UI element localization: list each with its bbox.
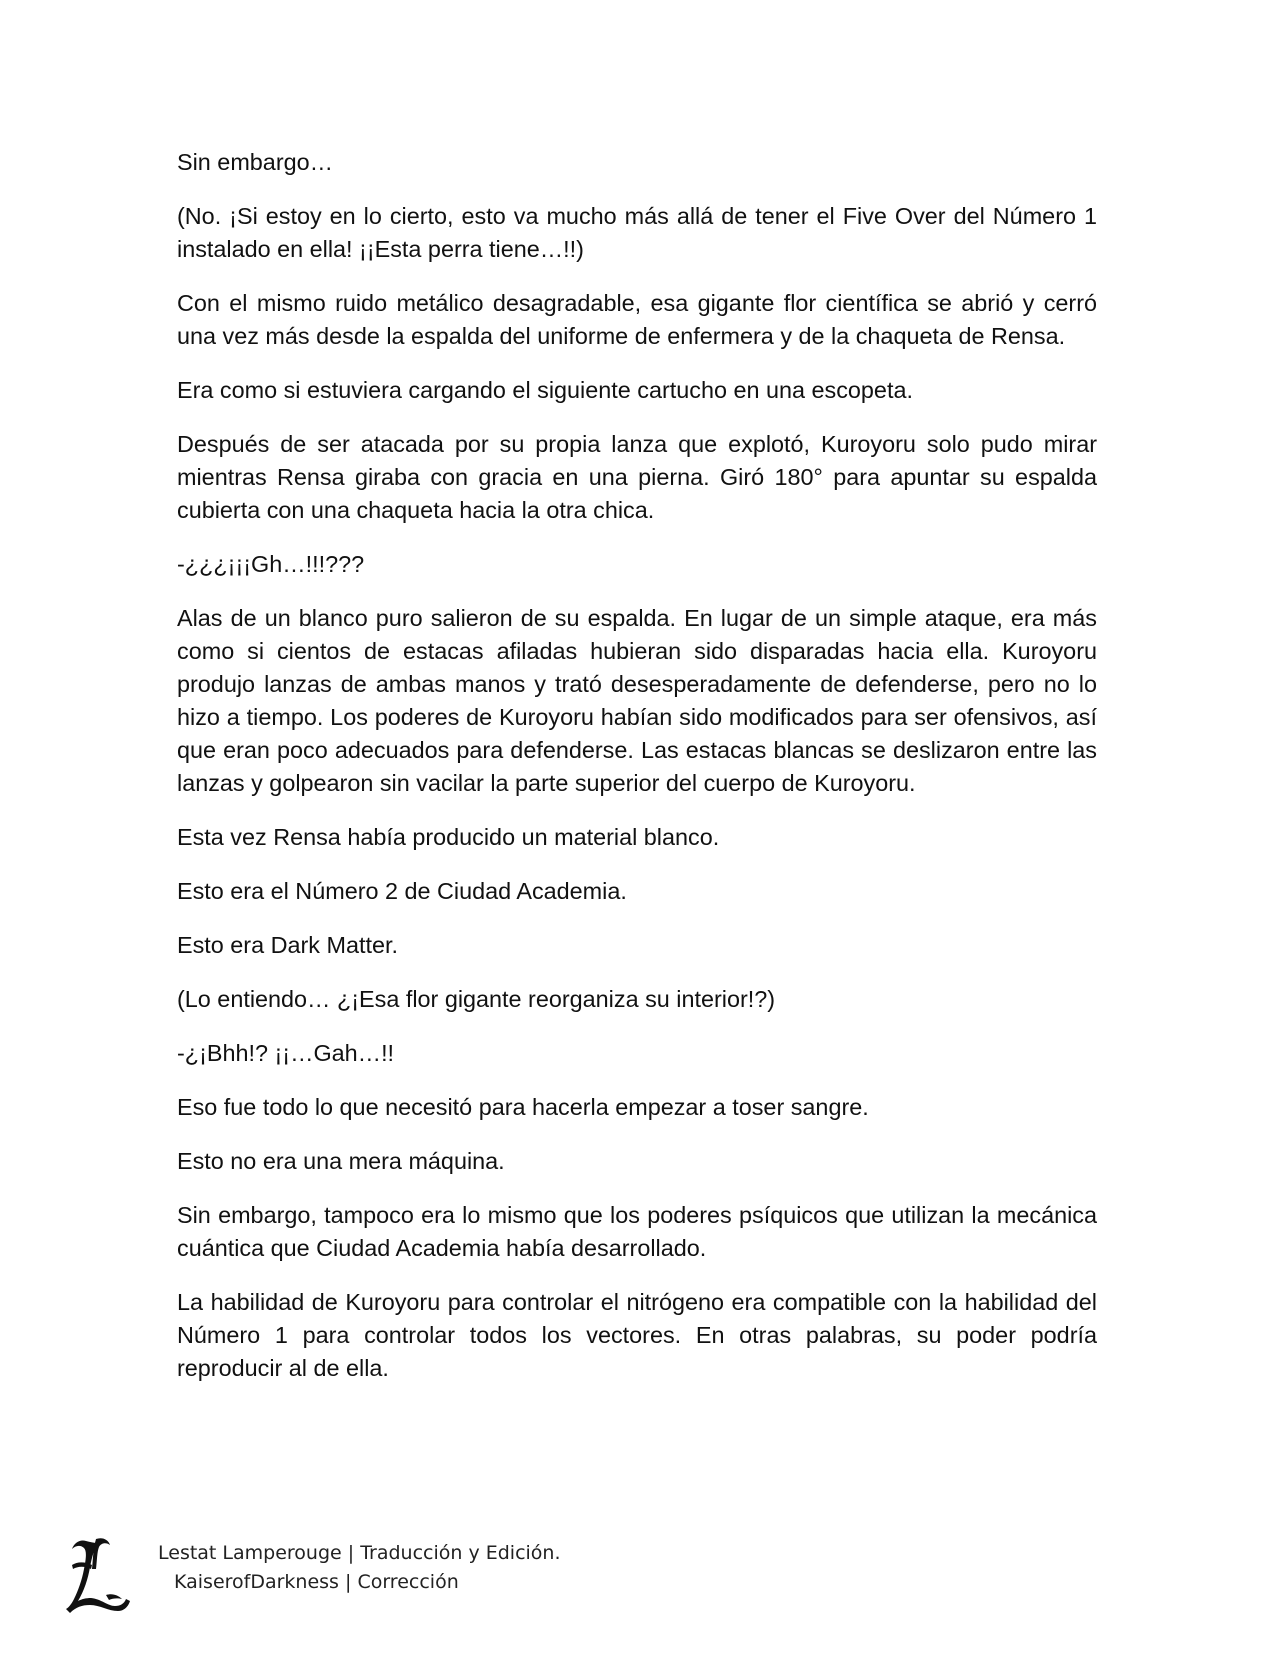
- paragraph: Después de ser atacada por su propia lanza que explotó, Kuroyoru solo pudo mirar mientras Rensa giraba con gracia en una pierna. Giró 180° para apuntar su espalda cubierta con una chaqueta hacia la otra chica.: [177, 431, 1097, 523]
- paragraph: Era como si estuviera cargando el siguiente cartucho en una escopeta.: [177, 377, 913, 403]
- paragraph: (Lo entiendo… ¿¡Esa flor gigante reorganiza su interior!?): [177, 986, 776, 1012]
- paragraph: Con el mismo ruido metálico desagradable, esa gigante flor científica se abrió y cerró una vez más desde la espalda del uniforme de enfermera y de la chaqueta de Rensa.: [177, 290, 1097, 349]
- paragraph: -¿¿¿¡¡¡Gh…!!!???: [177, 551, 365, 577]
- page-footer: [66, 1535, 666, 1625]
- credit-proofreading: KaiserofDarkness | Corrección: [174, 1571, 459, 1593]
- gothic-letter-L-logo-icon: [66, 1535, 130, 1615]
- footer-credits: [158, 1539, 561, 1597]
- paragraph: La habilidad de Kuroyoru para controlar el nitrógeno era compatible con la habilidad del Número 1 para controlar todos los vectores. En otras palabras, su poder podría reproducir al de ella.: [177, 1289, 1097, 1381]
- paragraph: (No. ¡Si estoy en lo cierto, esto va mucho más allá de tener el Five Over del Número 1 instalado en ella! ¡¡Esta perra tiene…!!): [177, 203, 1097, 262]
- paragraph: Alas de un blanco puro salieron de su espalda. En lugar de un simple ataque, era más como si cientos de estacas afiladas hubieran sido disparadas hacia ella. Kuroyoru produjo lanzas de ambas manos y trató desesperadamente de defenderse, pero no lo hizo a tiempo. Los poderes de Kuroyoru habían sido modificados para ser ofensivos, así que eran poco adecuados para defenderse. Las estacas blancas se deslizaron entre las lanzas y golpearon sin vacilar la parte superior del cuerpo de Kuroyoru.: [177, 605, 1097, 796]
- document-body: [177, 146, 1097, 1406]
- credit-translation: Lestat Lamperouge | Traducción y Edición.: [158, 1542, 561, 1564]
- paragraph: Esto era el Número 2 de Ciudad Academia.: [177, 878, 627, 904]
- paragraph: Sin embargo…: [177, 149, 334, 175]
- paragraph: -¿¡Bhh!? ¡¡…Gah…!!: [177, 1040, 395, 1066]
- paragraph: Eso fue todo lo que necesitó para hacerla empezar a toser sangre.: [177, 1094, 869, 1120]
- paragraph: Esto no era una mera máquina.: [177, 1148, 505, 1174]
- paragraph: Esto era Dark Matter.: [177, 932, 398, 958]
- paragraph: Esta vez Rensa había producido un material blanco.: [177, 824, 720, 850]
- paragraph: Sin embargo, tampoco era lo mismo que los poderes psíquicos que utilizan la mecánica cuántica que Ciudad Academia había desarrollado.: [177, 1202, 1097, 1261]
